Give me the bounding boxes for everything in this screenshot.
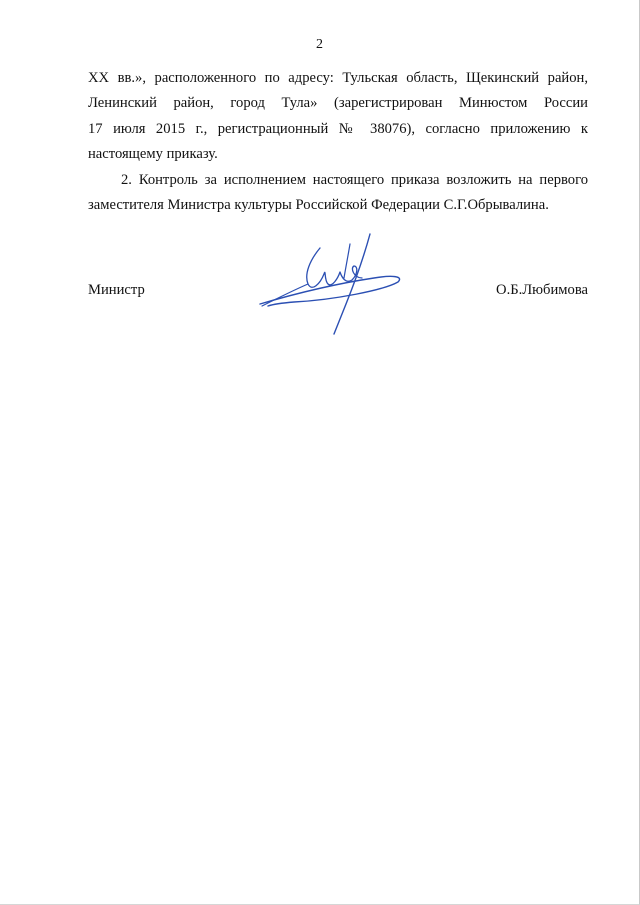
signatory-title: Министр xyxy=(88,282,145,298)
signatory-name: О.Б.Любимова xyxy=(496,282,588,298)
paragraph-2 xyxy=(88,168,588,219)
paragraph-line: XX вв.», расположенного по адресу: Тульская область, Щекинский район, xyxy=(88,70,588,86)
paragraph-1 xyxy=(88,66,588,168)
document-body xyxy=(88,66,588,218)
paragraph-line: 2. Контроль за исполнением настоящего приказа возложить на первого xyxy=(121,171,588,188)
paragraph-line: Ленинский район, город Тула» (зарегистрирован Минюстом России xyxy=(88,95,588,112)
paragraph-line: заместителя Министра культуры Российской Федерации С.Г.Обрывалина. xyxy=(88,197,549,214)
paragraph-line: настоящему приказу. xyxy=(88,146,218,163)
paragraph-line: 17 июля 2015 г., регистрационный № 38076), согласно приложению к xyxy=(88,120,588,137)
handwritten-signature xyxy=(254,226,414,338)
page-number: 2 xyxy=(316,37,323,52)
